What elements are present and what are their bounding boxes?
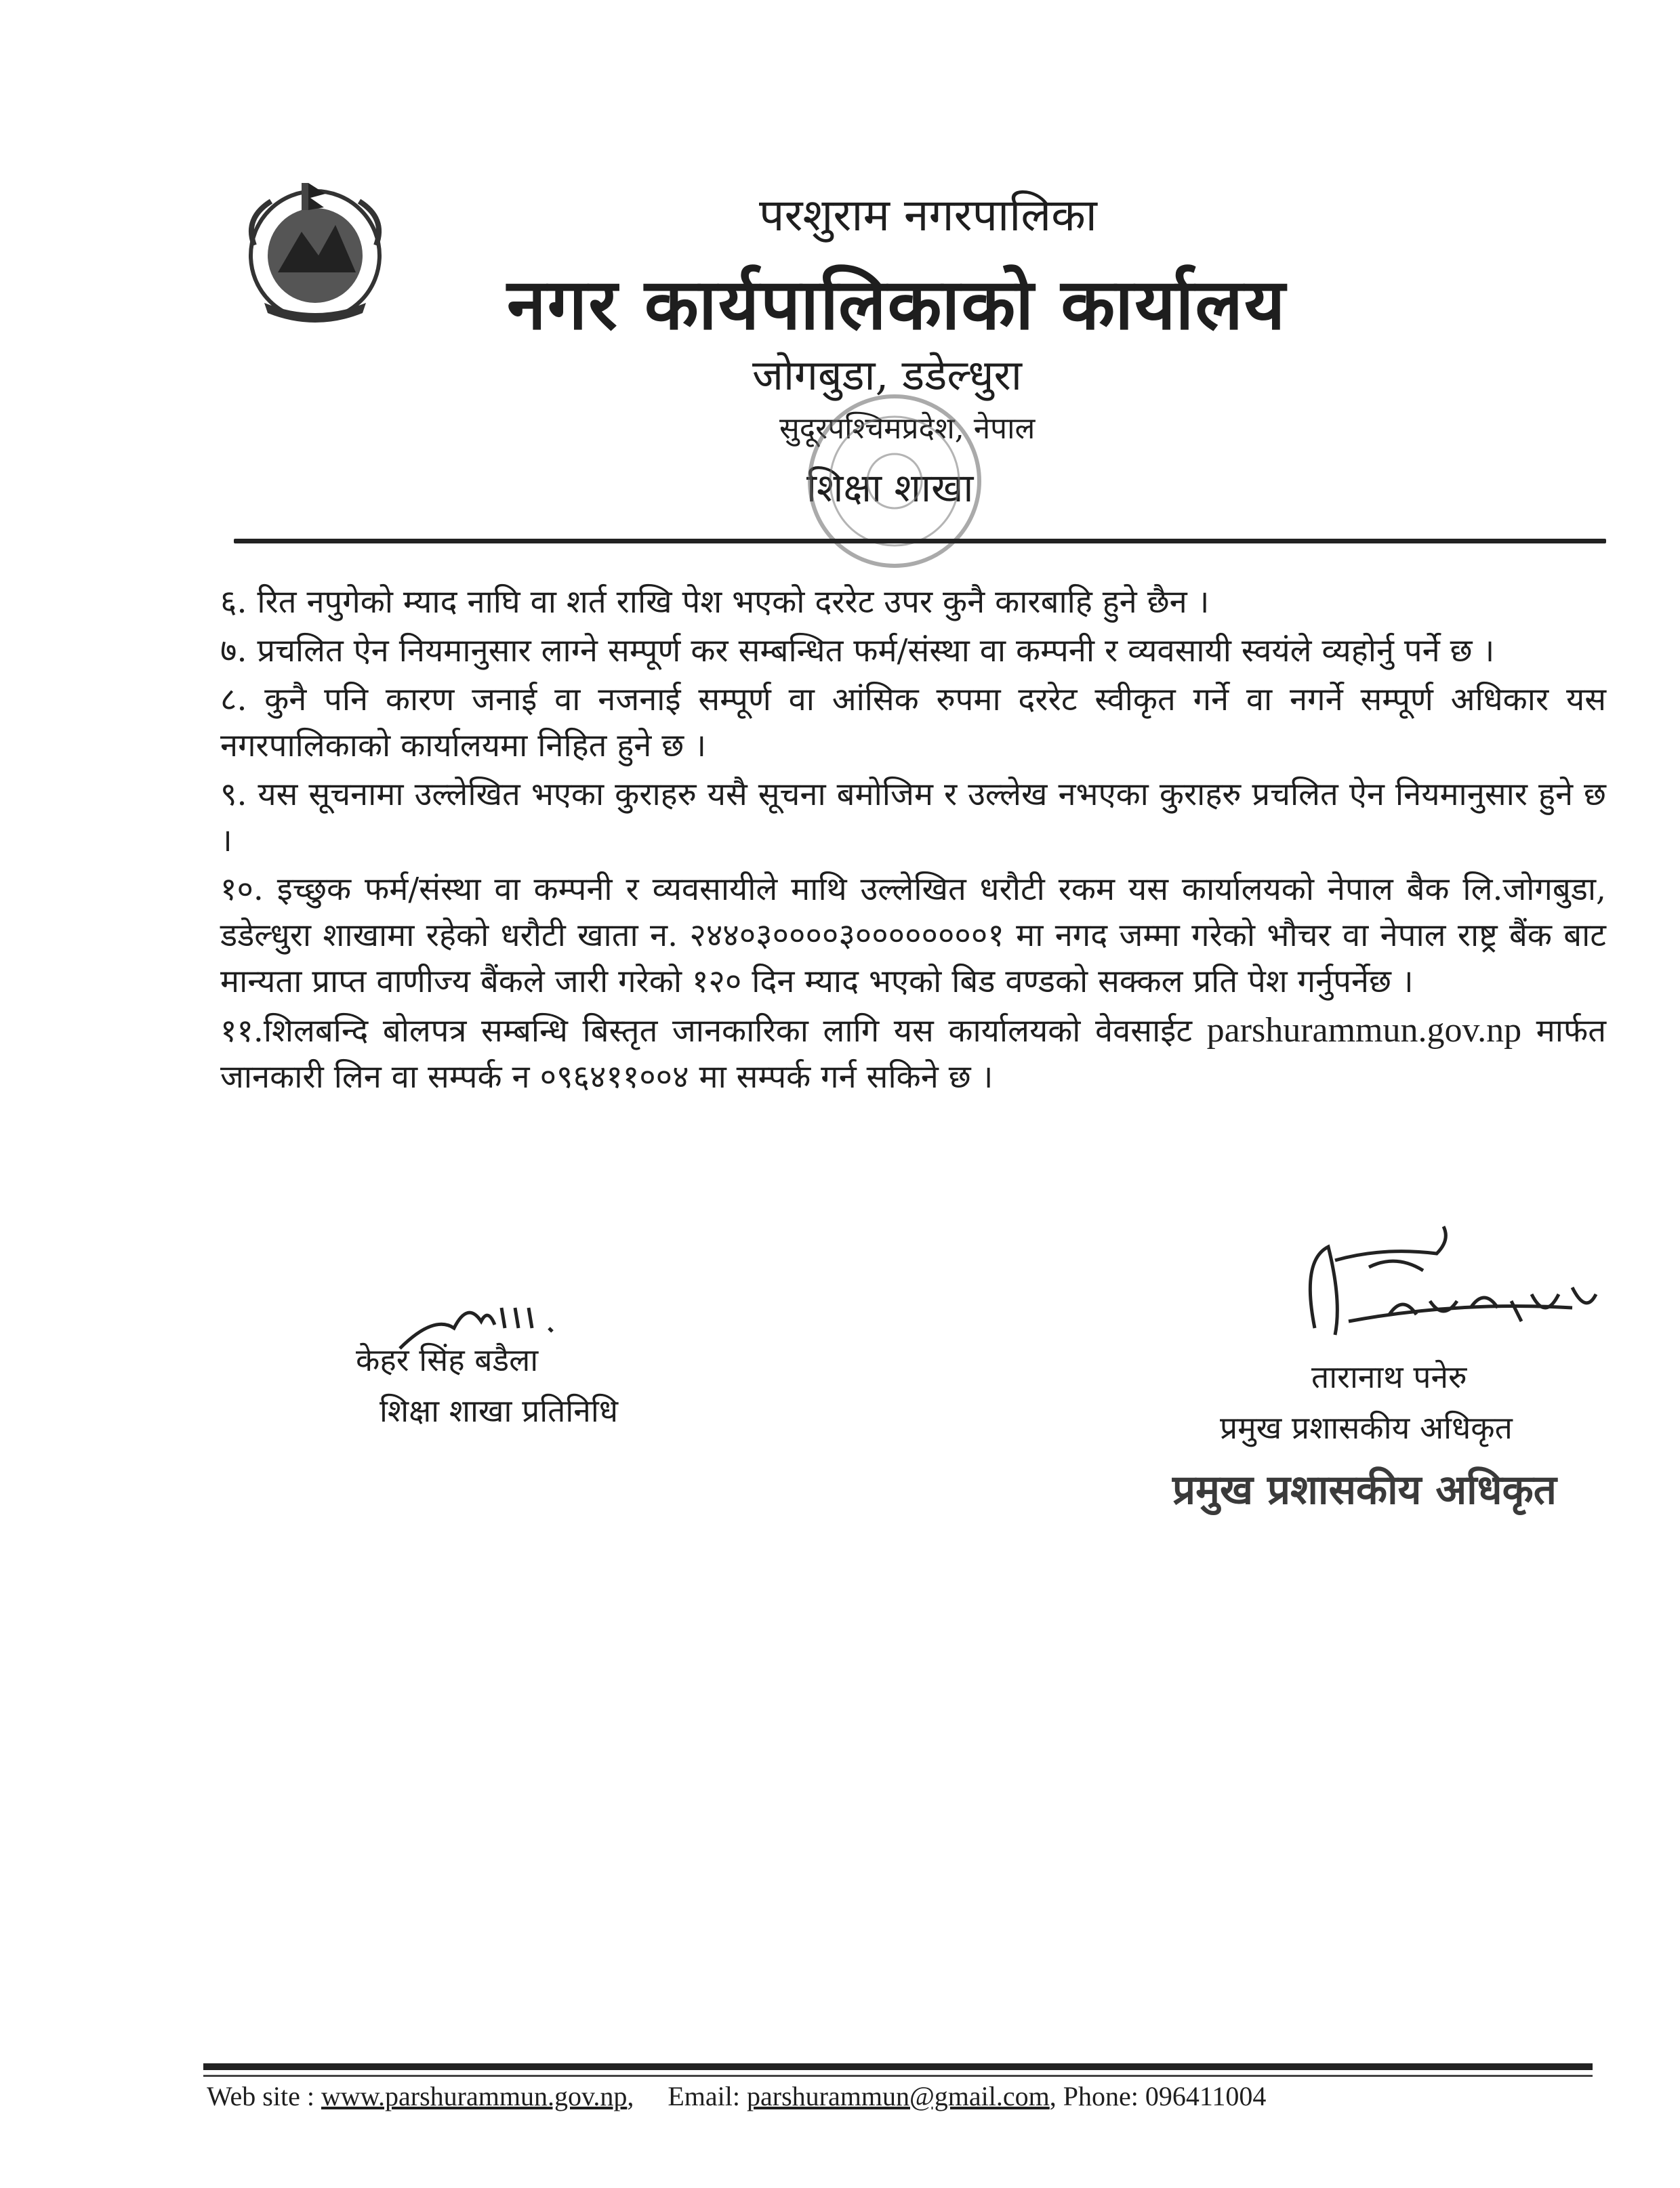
notice-body xyxy=(220,579,1606,1103)
footer-divider-thin xyxy=(203,2075,1593,2077)
office-province: सुदूरपश्चिमप्रदेश, नेपाल xyxy=(779,411,1036,446)
municipality-name: परशुराम नगरपालिका xyxy=(759,189,1097,241)
footer-comma: , xyxy=(627,2081,668,2111)
office-seal-icon xyxy=(793,379,996,583)
office-location: जोगबुडा, डडेल्धुरा xyxy=(752,350,1022,400)
clause-6: ६. रित नपुगेको म्याद नाघि वा शर्त राखि पेश भएको दररेट उपर कुनै कारबाहि हुने छैन । xyxy=(220,583,1210,621)
footer-divider xyxy=(203,2063,1593,2070)
clause-7: ७. प्रचलित ऐन नियमानुसार लाग्ने सम्पूर्ण कर सम्बन्धित फर्म/संस्था वा कम्पनी र व्यवसायी स्वयंले व्यहोर्नु पर्ने छ । xyxy=(220,632,1495,669)
website-link[interactable]: www.parshurammun.gov.np xyxy=(321,2081,628,2111)
left-signatory-title: शिक्षा शाखा प्रतिनिधि xyxy=(380,1392,619,1429)
footer-contact xyxy=(207,2080,1266,2112)
right-designation-stamp: प्रमुख प्रशासकीय अधिकृत xyxy=(1172,1466,1557,1514)
phone-number: 096411004 xyxy=(1145,2081,1267,2111)
clause-11 xyxy=(220,1008,1606,1100)
website-label: Web site : xyxy=(207,2081,321,2111)
header-divider xyxy=(234,539,1606,543)
section-name: शिक्षा शाखा xyxy=(806,465,974,511)
clause-10: १०. इच्छुक फर्म/संस्था वा कम्पनी र व्यवसायीले माथि उल्लेखित धरौटी रकम यस कार्यालयको नेपाल बैक लि.जोगबुडा, डडेल्धुरा शाखामा रहेको धरौटी खाता न. २४४०३००००३००००००००१ मा नगद जम्मा गरेको भौचर वा नेपाल राष्ट्र बैंक बाट मान्यता प्राप्त वाणीज्य बैंकले जारी गरेको १२० दिन म्याद भएको बिड वण्डको सक्कल प्रति पेश गर्नुपर्नेछ । xyxy=(220,871,1606,1000)
email-label: Email: xyxy=(668,2081,747,2111)
email-link[interactable]: parshurammun@gmail.com xyxy=(747,2081,1050,2111)
nepal-emblem-icon xyxy=(237,178,393,327)
right-signatory-name: तारानाथ पनेरु xyxy=(1311,1359,1467,1395)
clause-9: ९. यस सूचनामा उल्लेखित भएका कुराहरु यसै सूचना बमोजिम र उल्लेख नभएका कुराहरु प्रचलित ऐन नियमानुसार हुने छ । xyxy=(220,776,1606,859)
clause-11-rest: मार्फत जानकारी लिन वा सम्पर्क न ०९६४११००४ मा सम्पर्क गर्न सकिने छ । xyxy=(220,1012,1606,1096)
office-name: नगर कार्यपालिकाको कार्यालय xyxy=(507,262,1287,346)
clause-11-lead: ११.शिलबन्दि बोलपत्र सम्बन्धि बिस्तृत जानकारिका लागि यस कार्यालयको वेवसाईट xyxy=(220,1012,1193,1050)
left-signatory-name: केहर सिंह बडैला xyxy=(356,1342,539,1378)
phone-label: , Phone: xyxy=(1049,2081,1145,2111)
right-signatory-title: प्रमुख प्रशासकीय अधिकृत xyxy=(1220,1409,1513,1446)
clause-8: ८. कुनै पनि कारण जनाई वा नजनाई सम्पूर्ण वा आंसिक रुपमा दररेट स्वीकृत गर्ने वा नगर्ने सम्पूर्ण अधिकार यस नगरपालिकाको कार्यालयमा निहित हुने छ । xyxy=(220,681,1606,764)
clause-11-website: parshurammun.gov.np xyxy=(1206,1011,1522,1050)
signature-right xyxy=(1288,1220,1606,1355)
